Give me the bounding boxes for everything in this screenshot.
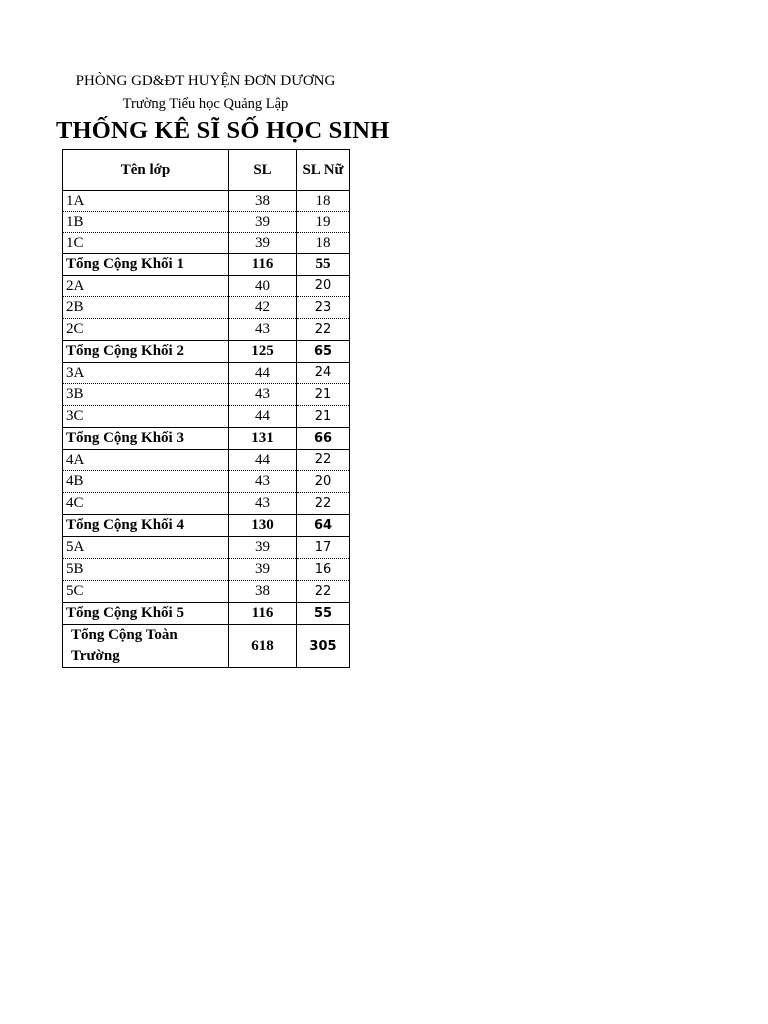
school-total-row — [63, 625, 350, 668]
column-header-class-name: Tên lớp — [63, 150, 229, 191]
grade-total-row — [63, 603, 350, 625]
table-row — [63, 363, 350, 384]
table-row — [63, 471, 350, 493]
table-row — [63, 212, 350, 233]
count-cell: 42 — [229, 297, 297, 319]
count-cell: 43 — [229, 471, 297, 493]
table-row — [63, 581, 350, 603]
class-name-cell: 3B — [63, 384, 229, 406]
female-count-cell: 17 — [297, 537, 350, 559]
class-name-cell: 1A — [63, 191, 229, 212]
school-total-label-cell: Tổng Cộng Toàn Trường — [63, 625, 229, 668]
total-count-cell: 131 — [229, 428, 297, 450]
report-title: THỐNG KÊ SĨ SỐ HỌC SINH — [56, 117, 390, 144]
count-cell: 44 — [229, 406, 297, 428]
female-count-cell: 18 — [297, 191, 350, 212]
grade-total-row — [63, 428, 350, 450]
count-cell: 40 — [229, 276, 297, 297]
total-label-cell: Tổng Cộng Khối 1 — [63, 254, 229, 276]
total-female-count-cell: 66 — [297, 428, 350, 450]
class-name-cell: 5C — [63, 581, 229, 603]
female-count-cell: 22 — [297, 493, 350, 515]
total-female-count-cell: 55 — [297, 254, 350, 276]
count-cell: 39 — [229, 212, 297, 233]
count-cell: 43 — [229, 384, 297, 406]
female-count-cell: 23 — [297, 297, 350, 319]
table-row — [63, 297, 350, 319]
count-cell: 39 — [229, 559, 297, 581]
table-header-row — [63, 150, 350, 191]
class-name-cell: 3C — [63, 406, 229, 428]
table-row — [63, 537, 350, 559]
count-cell: 43 — [229, 319, 297, 341]
total-label-cell: Tổng Cộng Khối 2 — [63, 341, 229, 363]
class-name-cell: 4C — [63, 493, 229, 515]
count-cell: 44 — [229, 363, 297, 384]
class-name-cell: 3A — [63, 363, 229, 384]
female-count-cell: 24 — [297, 363, 350, 384]
total-female-count-cell: 55 — [297, 603, 350, 625]
count-cell: 39 — [229, 233, 297, 254]
count-cell: 39 — [229, 537, 297, 559]
table-row — [63, 384, 350, 406]
class-name-cell: 2C — [63, 319, 229, 341]
grade-total-row — [63, 515, 350, 537]
total-count-cell: 116 — [229, 603, 297, 625]
table-row — [63, 450, 350, 471]
table-row — [63, 191, 350, 212]
table-row — [63, 493, 350, 515]
female-count-cell: 21 — [297, 406, 350, 428]
class-name-cell: 1B — [63, 212, 229, 233]
total-count-cell: 116 — [229, 254, 297, 276]
total-label-cell: Tổng Cộng Khối 4 — [63, 515, 229, 537]
female-count-cell: 20 — [297, 276, 350, 297]
total-count-cell: 125 — [229, 341, 297, 363]
school-total-count-cell: 618 — [229, 625, 297, 668]
class-name-cell: 4A — [63, 450, 229, 471]
school-name: Trường Tiểu học Quảng Lập — [122, 96, 289, 112]
table-row — [63, 276, 350, 297]
female-count-cell: 16 — [297, 559, 350, 581]
total-label-cell: Tổng Cộng Khối 5 — [63, 603, 229, 625]
column-header-female-count: SL Nữ — [297, 150, 350, 191]
female-count-cell: 22 — [297, 581, 350, 603]
count-cell: 44 — [229, 450, 297, 471]
table-row — [63, 559, 350, 581]
class-name-cell: 2A — [63, 276, 229, 297]
department-heading: PHÒNG GD&ĐT HUYỆN ĐƠN DƯƠNG — [75, 73, 336, 89]
count-cell: 43 — [229, 493, 297, 515]
class-name-cell: 5B — [63, 559, 229, 581]
female-count-cell: 22 — [297, 450, 350, 471]
grade-total-row — [63, 341, 350, 363]
total-count-cell: 130 — [229, 515, 297, 537]
student-count-table — [62, 149, 350, 668]
female-count-cell: 18 — [297, 233, 350, 254]
class-name-cell: 5A — [63, 537, 229, 559]
class-name-cell: 1C — [63, 233, 229, 254]
table-row — [63, 319, 350, 341]
table-row — [63, 406, 350, 428]
table-row — [63, 233, 350, 254]
count-cell: 38 — [229, 191, 297, 212]
female-count-cell: 20 — [297, 471, 350, 493]
female-count-cell: 19 — [297, 212, 350, 233]
column-header-count: SL — [229, 150, 297, 191]
class-name-cell: 4B — [63, 471, 229, 493]
female-count-cell: 22 — [297, 319, 350, 341]
class-name-cell: 2B — [63, 297, 229, 319]
total-label-cell: Tổng Cộng Khối 3 — [63, 428, 229, 450]
female-count-cell: 21 — [297, 384, 350, 406]
grade-total-row — [63, 254, 350, 276]
report-title-container — [56, 117, 390, 149]
school-total-female-count-cell: 305 — [297, 625, 350, 668]
total-female-count-cell: 65 — [297, 341, 350, 363]
count-cell: 38 — [229, 581, 297, 603]
total-female-count-cell: 64 — [297, 515, 350, 537]
